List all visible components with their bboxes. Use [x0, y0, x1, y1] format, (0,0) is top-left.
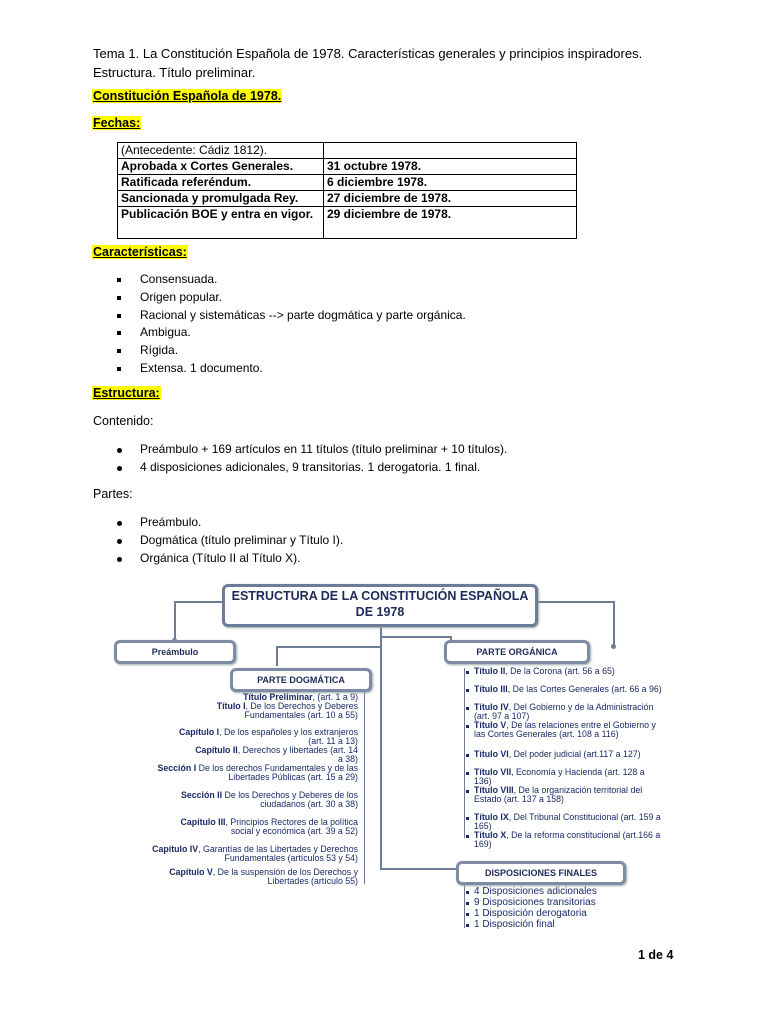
- organica-item: [474, 703, 664, 721]
- bullet-marker: [466, 817, 469, 820]
- item-label: Título Preliminar: [243, 692, 313, 702]
- item-text: , Del poder judicial (art.117 a 127): [508, 749, 641, 759]
- disposiciones-item: 1 Disposición derogatoria: [474, 908, 587, 919]
- disposiciones-item: 9 Disposiciones transitorias: [474, 897, 596, 908]
- item-text: , Del Tribunal Constitucional (art. 159 a 165): [474, 812, 661, 831]
- organica-item: [474, 721, 664, 739]
- connector-line: [464, 668, 465, 838]
- heading-caracteristicas: [92, 245, 188, 259]
- heading-estructura-text: Estructura:: [93, 386, 160, 400]
- contenido-label: Contenido:: [93, 414, 154, 428]
- dogmatica-item: [194, 746, 358, 764]
- table-cell: Publicación BOE y entra en vigor.: [118, 207, 324, 239]
- organica-item: [474, 831, 664, 849]
- item-text: , Garantías de las Libertades y Derechos Fundamentales (artículos 53 y 54): [198, 844, 358, 863]
- item-text: , Derechos y libertades (art. 14 a 38): [237, 745, 358, 764]
- bullet-marker: [466, 902, 469, 905]
- item-label: Título IV: [474, 702, 509, 712]
- item-text: , Principios Rectores de la política social y económica (art. 39 a 52): [225, 817, 358, 836]
- connector-line: [380, 624, 382, 870]
- connector-line: [174, 601, 176, 641]
- organica-item: [474, 813, 664, 831]
- item-label: Título I: [216, 701, 246, 711]
- table-cell: 6 diciembre 1978.: [324, 175, 577, 191]
- item-text: , De la Corona (art. 56 a 65): [505, 666, 615, 676]
- disposiciones-finales-box: DISPOSICIONES FINALES: [456, 861, 626, 885]
- organica-item: [474, 667, 664, 676]
- connector-line: [276, 646, 278, 666]
- bullet-marker: [466, 790, 469, 793]
- item-label: Capítulo I: [179, 727, 220, 737]
- connector-line: [464, 880, 465, 928]
- list-item: Orgánica (Título II al Título X).: [117, 550, 343, 568]
- heading-constitucion-text: Constitución Española de 1978.: [93, 89, 282, 103]
- item-label: Título VII: [474, 767, 512, 777]
- table-row: [118, 207, 577, 239]
- table-row: [118, 143, 577, 159]
- dogmatica-item: [170, 728, 358, 746]
- dogmatica-item: [160, 791, 358, 809]
- bullet-marker: [466, 689, 469, 692]
- item-text: , De la organización territorial del Estado (art. 137 a 158): [474, 785, 643, 804]
- item-text: , De los Derechos y Deberes Fundamentales (art. 10 a 55): [244, 701, 358, 720]
- preambulo-box: Preámbulo: [114, 640, 236, 664]
- item-text: , (art. 1 a 9): [312, 692, 358, 702]
- list-item: Extensa. 1 documento.: [117, 360, 466, 378]
- document-title: Tema 1. La Constitución Española de 1978. Características generales y principios inspiradores. Estructura. Título preliminar.: [93, 46, 643, 80]
- bullet-marker: [466, 707, 469, 710]
- item-text: , Del Gobierno y de la Administración (art. 97 a 107): [474, 702, 654, 721]
- heading-fechas-text: Fechas:: [93, 116, 141, 130]
- parte-organica-box: PARTE ORGÁNICA: [444, 640, 590, 664]
- bullet-marker: [466, 754, 469, 757]
- table-cell: 29 diciembre de 1978.: [324, 207, 577, 239]
- table-cell: (Antecedente: Cádiz 1812).: [118, 143, 324, 159]
- item-label: Capítulo III: [180, 817, 226, 827]
- item-label: Título V: [474, 720, 507, 730]
- table-cell: 31 octubre 1978.: [324, 159, 577, 175]
- heading-estructura: [92, 386, 161, 400]
- contenido-list: [117, 441, 507, 477]
- item-label: Título X: [474, 830, 507, 840]
- organica-item: [474, 685, 664, 694]
- connector-line: [364, 688, 365, 884]
- diagram-title-box: ESTRUCTURA DE LA CONSTITUCIÓN ESPAÑOLA DE 1978: [222, 584, 538, 627]
- connector-line: [276, 646, 382, 648]
- parte-dogmatica-box: PARTE DOGMÁTICA: [230, 668, 372, 692]
- bullet-marker: [466, 913, 469, 916]
- caracteristicas-list: [117, 271, 466, 378]
- item-label: Sección II: [180, 790, 223, 800]
- item-text: , De la reforma constitucional (art.166 a 169): [474, 830, 661, 849]
- bullet-marker: [466, 725, 469, 728]
- connector-line: [174, 601, 222, 603]
- partes-list: [117, 514, 343, 567]
- dogmatica-item: [150, 868, 358, 886]
- table-cell: Ratificada referéndum.: [118, 175, 324, 191]
- item-label: Título IX: [474, 812, 509, 822]
- item-text: , Economía y Hacienda (art. 128 a 136): [474, 767, 645, 786]
- list-item: 4 disposiciones adicionales, 9 transitorias. 1 derogatoria. 1 final.: [117, 459, 507, 477]
- table-cell: [324, 143, 577, 159]
- dogmatica-item: [148, 764, 358, 782]
- bullet-marker: [466, 835, 469, 838]
- dogmatica-item: [156, 702, 358, 720]
- connector-line: [380, 868, 456, 870]
- list-item: Consensuada.: [117, 271, 466, 289]
- item-label: Título VIII: [474, 785, 514, 795]
- heading-caracteristicas-text: Características:: [93, 245, 187, 259]
- bullet-marker: [466, 924, 469, 927]
- bullet-marker: [466, 772, 469, 775]
- connector-line: [535, 601, 615, 603]
- table-cell: 27 diciembre de 1978.: [324, 191, 577, 207]
- list-item: Dogmática (título preliminar y Título I).: [117, 532, 343, 550]
- heading-constitucion: [92, 89, 282, 103]
- dates-table: [117, 142, 577, 239]
- table-cell: Sancionada y promulgada Rey.: [118, 191, 324, 207]
- item-label: Sección I: [157, 763, 197, 773]
- organica-item: [474, 750, 664, 759]
- list-item: Preámbulo + 169 artículos en 11 títulos (título preliminar + 10 títulos).: [117, 441, 507, 459]
- connector-line: [380, 636, 450, 638]
- disposiciones-item: 1 Disposición final: [474, 919, 555, 930]
- table-row: [118, 159, 577, 175]
- dogmatica-item: [166, 818, 358, 836]
- item-text: , De las relaciones entre el Gobierno y las Cortes Generales (art. 108 a 116): [474, 720, 656, 739]
- item-text: De los Derechos y Deberes de los ciudadanos (art. 30 a 38): [222, 790, 358, 809]
- dogmatica-item: [150, 845, 358, 863]
- list-item: Preámbulo.: [117, 514, 343, 532]
- partes-label: Partes:: [93, 487, 133, 501]
- bullet-marker: [466, 671, 469, 674]
- item-label: Título III: [474, 684, 508, 694]
- page-number: 1 de 4: [638, 948, 674, 962]
- list-item: Origen popular.: [117, 289, 466, 307]
- item-text: , De los españoles y los extranjeros (art. 11 a 13): [219, 727, 358, 746]
- item-label: Título VI: [474, 749, 509, 759]
- heading-fechas: [92, 116, 141, 130]
- connector-line: [613, 601, 615, 647]
- item-text: , De las Cortes Generales (art. 66 a 96): [507, 684, 662, 694]
- item-text: De los derechos Fundamentales y de las Libertades Públicas (art. 15 a 29): [196, 763, 358, 782]
- item-label: Capítulo IV: [152, 844, 199, 854]
- organica-item: [474, 768, 664, 786]
- bullet-marker: [466, 891, 469, 894]
- table-cell: Aprobada x Cortes Generales.: [118, 159, 324, 175]
- item-text: , De la suspensión de los Derechos y Libertades (artículo 55): [212, 867, 358, 886]
- list-item: Rígida.: [117, 342, 466, 360]
- organica-item: [474, 786, 664, 804]
- item-label: Título II: [474, 666, 506, 676]
- list-item: Ambigua.: [117, 324, 466, 342]
- structure-diagram: [110, 580, 670, 940]
- table-row: [118, 175, 577, 191]
- table-row: [118, 191, 577, 207]
- disposiciones-item: 4 Disposiciones adicionales: [474, 886, 597, 897]
- list-item: Racional y sistemáticas --> parte dogmática y parte orgánica.: [117, 307, 466, 325]
- item-label: Capítulo II: [195, 745, 238, 755]
- item-label: Capítulo V: [169, 867, 213, 877]
- connector-dot: [611, 644, 616, 649]
